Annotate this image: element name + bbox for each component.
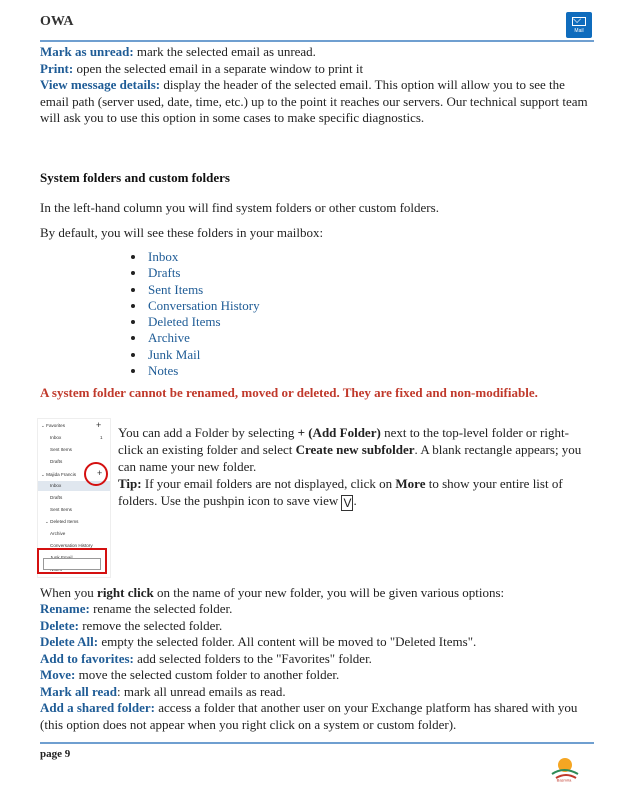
envelope-icon xyxy=(572,17,586,26)
option-add-shared: Add a shared folder: access a folder that another user on your Exchange platform has shared with you (this option does not appear when you right click on a system or custom folder). xyxy=(40,700,578,732)
option-rename: Rename: rename the selected folder. xyxy=(40,601,233,616)
option-add-favorites: Add to favorites: add selected folders to the "Favorites" folder. xyxy=(40,650,372,666)
option-mark-unread: Mark as unread: mark the selected email as unread. xyxy=(40,44,316,59)
list-item: Sent Items xyxy=(148,282,260,298)
inbox-count: 1 xyxy=(100,435,103,440)
account-header: ⌄ Majida Francis xyxy=(41,472,77,477)
mail-app-icon xyxy=(566,12,592,38)
option-delete-all: Delete All: empty the selected folder. All content will be moved to "Deleted Items". xyxy=(40,634,477,649)
folder-sent: Sent Items xyxy=(50,447,72,452)
folder-drafts: Drafts xyxy=(50,459,63,464)
pushpin-icon: V xyxy=(343,496,352,510)
options-top xyxy=(40,44,595,127)
system-folder-warning: A system folder cannot be renamed, moved or deleted. They are fixed and non-modifiable. xyxy=(40,385,538,400)
tip-label: Tip: xyxy=(118,476,142,491)
header-rule xyxy=(40,40,594,42)
list-item: Inbox xyxy=(148,249,260,265)
folder-archive: Archive xyxy=(50,531,66,536)
document-header-title: OWA xyxy=(40,14,74,29)
add-folder-highlight-circle xyxy=(84,462,108,486)
list-item: Conversation History xyxy=(148,297,260,313)
favorites-header: ⌄ Favorites xyxy=(41,423,66,428)
deleted-header: ⌄ Deleted Items xyxy=(45,519,79,524)
folder-conversation: Conversation History xyxy=(50,543,93,548)
account-drafts: Drafts xyxy=(50,495,63,500)
new-folder-input-highlight xyxy=(37,548,107,574)
add-favorite-icon: + xyxy=(96,420,102,430)
section-intro-2: By default, you will see these folders in your mailbox: xyxy=(40,225,324,240)
add-folder-instructions: You can add a Folder by selecting + (Add Folder) next to the top-level folder or right-click an existing folder and select Create new subfolder. A blank rectangle appears; you can name your new folder. Tip: If your email folders are not displayed, click on More to show your entire list of folders. Use the pushpin icon to save view V . xyxy=(118,425,582,510)
option-move: Move: move the selected custom folder to another folder. xyxy=(40,667,340,682)
option-view-details: View message details: display the header of the selected email. This option will allow you to see the email path (server used, date, time, etc.) up to the point it reaches our servers. Our technical support team will ask you to use this option in some cases to make specific diagnostics. xyxy=(40,77,588,125)
account-inbox: Inbox xyxy=(50,483,62,488)
page-number: page 9 xyxy=(40,748,71,760)
list-item: Junk Mail xyxy=(148,347,260,363)
option-delete: Delete: remove the selected folder. xyxy=(40,617,223,633)
account-sent: Sent Items xyxy=(50,507,72,512)
section-heading: System folders and custom folders xyxy=(40,170,230,185)
footer-rule xyxy=(40,742,594,744)
section-intro-1: In the left-hand column you will find system folders or other custom folders. xyxy=(40,200,439,215)
list-item: Drafts xyxy=(148,265,260,281)
new-folder-input-box xyxy=(43,558,101,570)
option-mark-all-read: Mark all read: mark all unread emails as read. xyxy=(40,683,286,699)
company-logo xyxy=(548,752,580,782)
default-folder-list xyxy=(118,249,260,379)
logo-text: Basmira xyxy=(556,777,572,782)
list-item: Deleted Items xyxy=(148,314,260,330)
mail-icon-label: Mail xyxy=(574,28,584,34)
folder-inbox: Inbox xyxy=(50,435,62,440)
list-item: Archive xyxy=(148,330,260,346)
options-bottom xyxy=(40,601,595,733)
list-item: Notes xyxy=(148,363,260,379)
add-folder-icon: + xyxy=(97,468,103,478)
right-click-intro: When you right click on the name of your new folder, you will be given various options: xyxy=(40,585,505,600)
option-print: Print: open the selected email in a separate window to print it xyxy=(40,60,364,76)
